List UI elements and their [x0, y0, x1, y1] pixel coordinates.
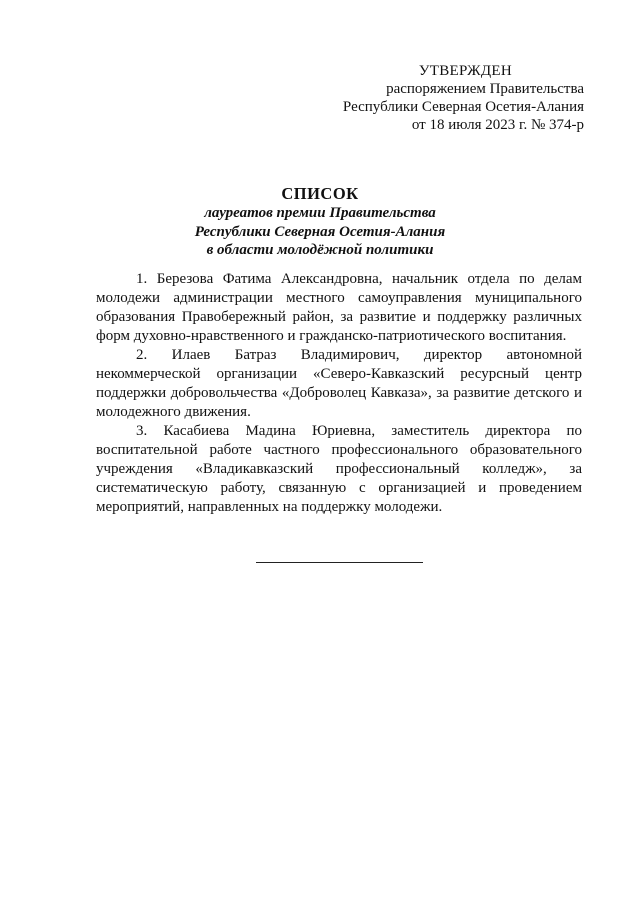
item-text: Березова Фатима Александровна, начальник отдела по делам молодежи администрации местного самоуправления муниципального образования Правобережный район, за развитие и поддержку различных форм духовно-нравственного и гражданско-патриотического воспитания.	[96, 271, 583, 344]
end-divider	[256, 562, 423, 563]
approval-line-date: от 18 июля 2023 г. № 374-р	[411, 117, 584, 133]
item-text: Илаев Батраз Владимирович, директор автономной некоммерческой организации «Северо-Кавказский ресурсный центр поддержки добровольчества «Доброволец Кавказа», за развитие детского и молодежного движения.	[96, 347, 583, 420]
approval-line-republic: Республики Северная Осетия-Алания	[342, 99, 584, 115]
approval-heading: УТВЕРЖДЕН	[418, 63, 512, 79]
title-main: СПИСОК	[281, 184, 359, 203]
approval-stamp	[324, 62, 584, 134]
item-number: 3.	[136, 423, 148, 439]
laureates-list	[96, 270, 582, 517]
item-number: 2.	[136, 347, 148, 363]
document-title	[0, 184, 640, 260]
title-line-republic: Республики Северная Осетия-Алания	[194, 223, 446, 240]
item-text: Касабиева Мадина Юриевна, заместитель директора по воспитательной работе частного профессионального образовательного учреждения «Владикавказский профессиональный колледж», за систематическую работу, связанную с организацией и проведением мероприятий, направленных на поддержку молодежи.	[96, 423, 582, 515]
list-item	[96, 346, 582, 422]
item-number: 1.	[136, 271, 148, 287]
title-line-laureates: лауреатов премии Правительства	[204, 205, 436, 221]
approval-line-order: распоряжением Правительства	[386, 81, 584, 97]
title-line-field: в области молодёжной политики	[206, 242, 434, 258]
list-item	[96, 270, 582, 346]
list-item	[96, 422, 582, 517]
